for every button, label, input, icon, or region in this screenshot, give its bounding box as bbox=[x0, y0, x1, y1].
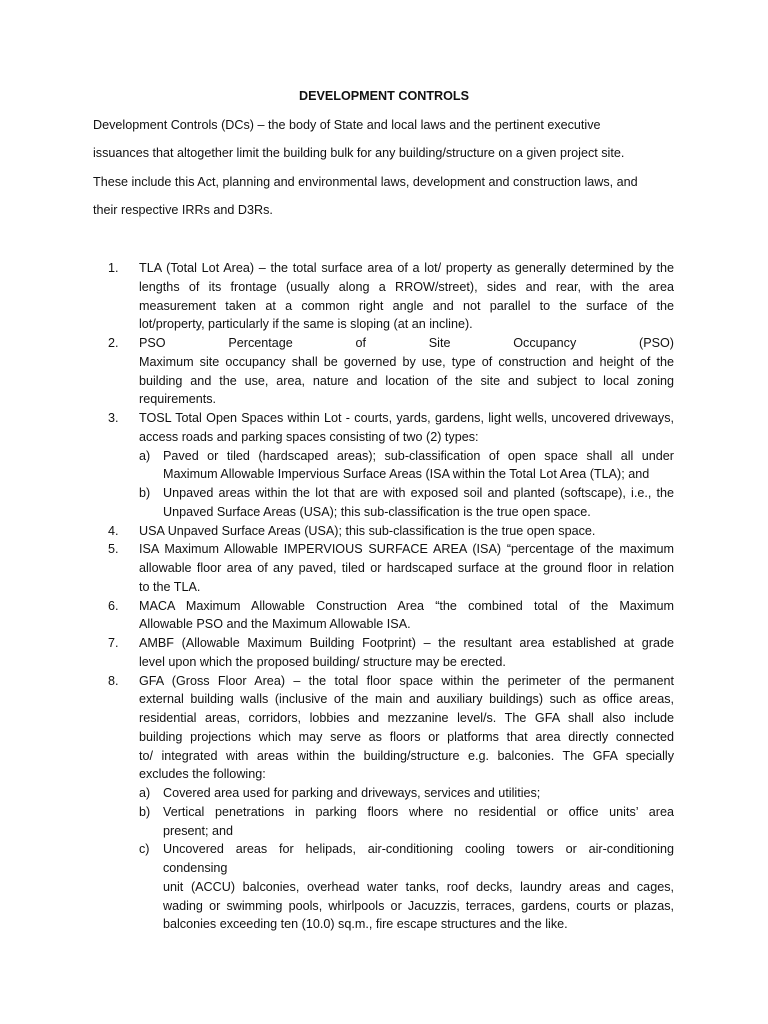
list-item-number bbox=[93, 672, 139, 691]
list-item bbox=[93, 522, 674, 541]
sub-item bbox=[139, 803, 674, 841]
sub-item-line: Unpaved Surface Areas (USA); this sub-classification is the true open space. bbox=[163, 504, 591, 519]
list-item-line: building projections which may serve as floors or platforms that area directly connected bbox=[139, 729, 674, 744]
sub-item-line: wading or swimming pools, whirlpools or Jacuzzis, terraces, gardens, courts or plazas, bbox=[163, 898, 674, 913]
sub-item-line: condensing bbox=[163, 861, 228, 875]
intro-line-2: issuances that altogether limit the building bulk for any building/structure on a given project site. bbox=[93, 146, 625, 160]
list-item-line: PSO Percentage of Site Occupancy (PSO) bbox=[139, 336, 674, 350]
list-item bbox=[93, 409, 674, 522]
list-item-number bbox=[93, 334, 139, 353]
list-item-line: ISA Maximum Allowable IMPERVIOUS SURFACE AREA (ISA) “percentage of the maximum bbox=[139, 542, 674, 557]
list-item-line: Maximum site occupancy shall be governed by use, type of construction and height of the bbox=[139, 354, 674, 369]
list-item-line: USA Unpaved Surface Areas (USA); this sub-classification is the true open space. bbox=[139, 523, 596, 538]
list-item-body bbox=[139, 409, 674, 522]
list-item-number bbox=[93, 597, 139, 616]
list-item-line: building and the use, area, nature and location of the site and subject to local zoning bbox=[139, 373, 674, 388]
list-item-body bbox=[139, 334, 674, 409]
sub-item-line: unit (ACCU) balconies, overhead water tanks, roof decks, laundry areas and cages, bbox=[163, 879, 674, 894]
sub-item bbox=[139, 840, 674, 934]
list-item-number bbox=[93, 259, 139, 278]
list-item-line: to/ integrated with areas within the building/structure e.g. balconies. The GFA specially bbox=[139, 748, 674, 763]
list-item-number-text: 6. bbox=[108, 598, 119, 613]
sub-item-line: Vertical penetrations in parking floors where no residential or office units’ area bbox=[163, 804, 674, 819]
intro-line-4: their respective IRRs and D3Rs. bbox=[93, 203, 273, 217]
sub-item bbox=[139, 784, 674, 803]
sub-item-letter: c) bbox=[139, 842, 150, 857]
list-item-line: level upon which the proposed building/ structure may be erected. bbox=[139, 654, 506, 669]
sub-item bbox=[139, 447, 674, 485]
sub-item-letter: b) bbox=[139, 804, 151, 819]
list-item-line: lengths of its frontage (usually along a RROW/street), sides and rear, with the area bbox=[139, 279, 674, 294]
sub-item-line: Unpaved areas within the lot that are with exposed soil and planted (softscape), i.e., the bbox=[163, 486, 674, 500]
list-item-number-text: 5. bbox=[108, 542, 119, 557]
sub-item-line: present; and bbox=[163, 823, 234, 838]
list-item bbox=[93, 634, 674, 672]
list-item-body bbox=[139, 672, 674, 935]
sub-item-letter: a) bbox=[139, 448, 151, 463]
sub-item-line: Maximum Allowable Impervious Surface Areas (ISA within the Total Lot Area (TLA); and bbox=[163, 467, 650, 482]
list-item-body bbox=[139, 522, 674, 541]
list-item-number bbox=[93, 409, 139, 428]
list-item bbox=[93, 672, 674, 935]
list-item-line: excludes the following: bbox=[139, 767, 266, 782]
page-title: DEVELOPMENT CONTROLS bbox=[298, 89, 470, 103]
list-item-line: MACA Maximum Allowable Construction Area “the combined total of the Maximum bbox=[139, 598, 674, 613]
list-item-line: measurement taken at a common right angle and not parallel to the surface of the bbox=[139, 298, 674, 313]
list-item-number-text: 1. bbox=[108, 261, 119, 275]
sub-item-body bbox=[163, 803, 674, 841]
list-item-number bbox=[93, 634, 139, 653]
list-item-line: access roads and parking spaces consisting of two (2) types: bbox=[139, 429, 479, 444]
sub-item-letter: b) bbox=[139, 486, 151, 500]
sub-item-line: Paved or tiled (hardscaped areas); sub-classification of open space shall all under bbox=[163, 448, 674, 463]
sub-item-body bbox=[163, 840, 674, 934]
list-item-number bbox=[93, 540, 139, 559]
list-item-line: lot/property, particularly if the same is sloping (at an incline). bbox=[139, 317, 473, 332]
list-item bbox=[93, 259, 674, 334]
list-item-body bbox=[139, 634, 674, 672]
list-item-line: allowable floor area of any paved, tiled or hardscaped surface at the ground floor in relation bbox=[139, 561, 674, 575]
list-item-line: residential areas, corridors, lobbies and mezzanine level/s. The GFA shall also include bbox=[139, 711, 674, 725]
list-item-number-text: 3. bbox=[108, 411, 119, 425]
sub-item-line: Covered area used for parking and driveways, services and utilities; bbox=[163, 786, 541, 800]
list-item-line: TOSL Total Open Spaces within Lot - courts, yards, gardens, light wells, uncovered driveways, bbox=[139, 411, 674, 425]
list-item-number-text: 2. bbox=[108, 336, 119, 350]
list-item bbox=[93, 597, 674, 635]
sub-item bbox=[139, 484, 674, 522]
list-item-line: requirements. bbox=[139, 392, 216, 407]
list-item-number-text: 7. bbox=[108, 636, 119, 650]
list-item-line: to the TLA. bbox=[139, 579, 201, 594]
list-item bbox=[93, 334, 674, 409]
sub-item-body bbox=[163, 484, 674, 522]
list-item-body bbox=[139, 540, 674, 596]
list-item-line: TLA (Total Lot Area) – the total surface area of a lot/ property as generally determined by the bbox=[139, 261, 674, 275]
list-item-body bbox=[139, 259, 674, 334]
definitions-list bbox=[93, 259, 674, 934]
list-item-number-text: 8. bbox=[108, 673, 119, 688]
sub-item-line: balconies exceeding ten (10.0) sq.m., fire escape structures and the like. bbox=[163, 917, 568, 932]
intro-line-3: These include this Act, planning and environmental laws, development and construction laws, and bbox=[93, 175, 638, 189]
sub-item-line: Uncovered areas for helipads, air-conditioning cooling towers or air-conditioning bbox=[163, 842, 674, 857]
sub-item-body bbox=[163, 784, 674, 803]
intro-line-1: Development Controls (DCs) – the body of State and local laws and the pertinent executive bbox=[93, 118, 601, 132]
list-item-number-text: 4. bbox=[108, 523, 119, 538]
list-item-line: GFA (Gross Floor Area) – the total floor space within the perimeter of the permanent bbox=[139, 673, 674, 688]
list-item-body bbox=[139, 597, 674, 635]
list-item-number bbox=[93, 522, 139, 541]
list-item-line: Allowable PSO and the Maximum Allowable ISA. bbox=[139, 617, 411, 632]
list-item-line: external building walls (inclusive of the main and auxiliary buildings) such as office areas, bbox=[139, 692, 674, 707]
list-item-line: AMBF (Allowable Maximum Building Footprint) – the resultant area established at grade bbox=[139, 636, 674, 650]
sub-item-letter: a) bbox=[139, 786, 151, 800]
list-item bbox=[93, 540, 674, 596]
sub-item-body bbox=[163, 447, 674, 485]
